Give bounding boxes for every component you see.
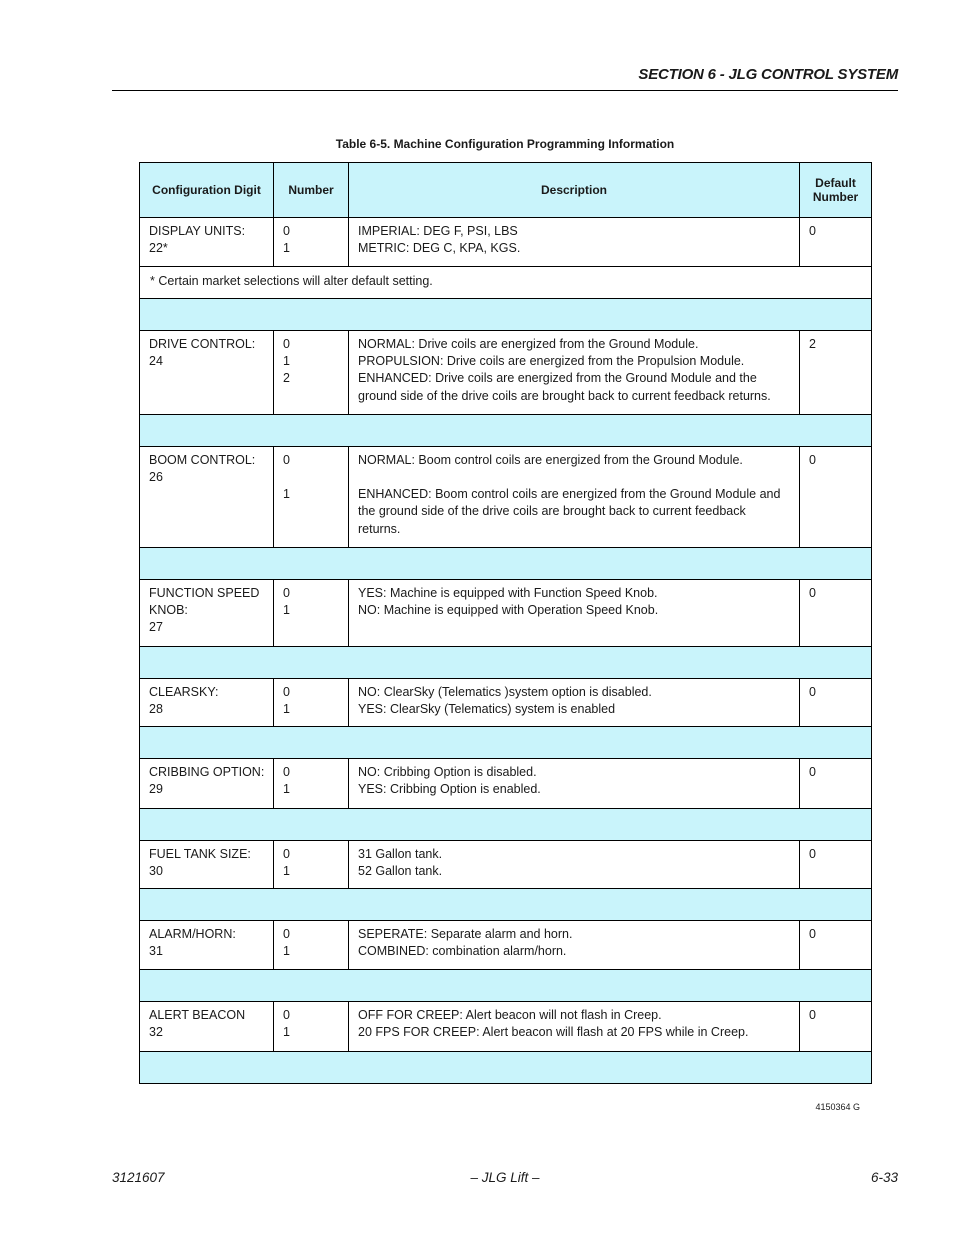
config-table [139, 162, 872, 1084]
table-row [140, 1002, 872, 1052]
default-number-cell [800, 580, 872, 647]
col-header-number: Number [274, 163, 349, 218]
col-header-default-line: Number [812, 190, 859, 204]
description-line: IMPERIAL: DEG F, PSI, LBS [358, 224, 518, 238]
spacer-cell [140, 548, 872, 580]
spacer-cell [140, 299, 872, 331]
config-digit-cell [140, 447, 274, 548]
col-header-description: Description [349, 163, 800, 218]
default-number-value: 0 [809, 847, 816, 861]
number-line: 1 [283, 354, 290, 369]
config-digit-cell [140, 841, 274, 889]
description-cell [349, 921, 800, 970]
config-digit-line: CLEARSKY: [149, 685, 219, 699]
number-line [283, 469, 340, 486]
col-header-digit: Configuration Digit [140, 163, 274, 218]
config-digit-cell [140, 1002, 274, 1052]
spacer-cell [140, 809, 872, 841]
table-row [140, 759, 872, 809]
description-line: NORMAL: Boom control coils are energized from the Ground Module. [358, 453, 743, 467]
description-line: COMBINED: combination alarm/horn. [358, 944, 567, 959]
default-number-value: 2 [809, 337, 816, 351]
config-digit-line: 26 [149, 470, 163, 485]
description-cell [349, 218, 800, 267]
default-number-value: 0 [809, 685, 816, 699]
number-line: 0 [283, 337, 290, 351]
number-line: 1 [283, 782, 290, 797]
col-header-default [800, 163, 872, 218]
config-digit-line: 32 [149, 1025, 163, 1040]
description-line: 20 FPS FOR CREEP: Alert beacon will flash at 20 FPS while in Creep. [358, 1025, 749, 1040]
description-line: NORMAL: Drive coils are energized from the Ground Module. [358, 337, 699, 351]
table-row [140, 679, 872, 727]
description-line: NO: Cribbing Option is disabled. [358, 765, 537, 779]
figure-reference: 4150364 G [815, 1102, 860, 1112]
number-line: 1 [283, 944, 290, 959]
config-digit-line: 31 [149, 944, 163, 959]
table-spacer-row [140, 548, 872, 580]
description-line: OFF FOR CREEP: Alert beacon will not flash in Creep. [358, 1008, 662, 1022]
description-line: ENHANCED: Drive coils are energized from the Ground Module and the ground side of the drive coils are brought back to current feedback returns. [358, 371, 771, 403]
description-line: ENHANCED: Boom control coils are energized from the Ground Module and the ground side of the drive coils are brought back to current feedback returns. [358, 487, 781, 536]
number-line: 1 [283, 603, 290, 618]
default-number-cell [800, 679, 872, 727]
number-line: 0 [283, 1008, 290, 1022]
number-cell [274, 447, 349, 548]
default-number-cell [800, 447, 872, 548]
config-digit-line: 27 [149, 620, 163, 635]
table-row [140, 331, 872, 415]
table-row [140, 218, 872, 267]
config-digit-line: 24 [149, 354, 163, 369]
config-digit-line: 28 [149, 702, 163, 717]
description-line [358, 469, 791, 486]
config-digit-line: DRIVE CONTROL: [149, 337, 256, 351]
number-line: 0 [283, 685, 290, 699]
description-line: YES: Machine is equipped with Function Speed Knob. [358, 586, 658, 600]
description-cell [349, 447, 800, 548]
table-row [140, 580, 872, 647]
number-line: 1 [283, 864, 290, 879]
spacer-cell [140, 1052, 872, 1084]
table-spacer-row [140, 1052, 872, 1084]
spacer-cell [140, 727, 872, 759]
table-spacer-row [140, 727, 872, 759]
number-line: 2 [283, 371, 290, 386]
description-line: NO: ClearSky (Telematics )system option is disabled. [358, 685, 652, 699]
description-cell [349, 759, 800, 809]
description-cell [349, 841, 800, 889]
default-number-cell [800, 331, 872, 415]
default-number-cell [800, 921, 872, 970]
number-cell [274, 580, 349, 647]
description-line: PROPULSION: Drive coils are energized from the Propulsion Module. [358, 354, 745, 369]
number-line: 0 [283, 765, 290, 779]
default-number-value: 0 [809, 765, 816, 779]
table-spacer-row [140, 970, 872, 1002]
footer-doc-number: 3121607 [112, 1170, 165, 1185]
config-digit-cell [140, 679, 274, 727]
spacer-cell [140, 970, 872, 1002]
spacer-cell [140, 647, 872, 679]
config-digit-line: FUEL TANK SIZE: [149, 847, 251, 861]
table-row [140, 921, 872, 970]
table-row [140, 447, 872, 548]
col-header-default-line: Default [815, 176, 856, 190]
description-line: YES: Cribbing Option is enabled. [358, 782, 541, 797]
table-note: * Certain market selections will alter default setting. [150, 274, 433, 288]
number-cell [274, 679, 349, 727]
config-digit-line: ALERT BEACON [149, 1008, 246, 1022]
config-digit-cell [140, 218, 274, 267]
description-line: 52 Gallon tank. [358, 864, 443, 879]
config-digit-line: FUNCTION SPEED [149, 586, 260, 600]
number-line: 0 [283, 586, 290, 600]
config-digit-line: DISPLAY UNITS: [149, 224, 246, 238]
config-digit-line: KNOB: [149, 603, 188, 618]
number-cell [274, 921, 349, 970]
table-spacer-row [140, 299, 872, 331]
description-line: METRIC: DEG C, KPA, KGS. [358, 241, 521, 256]
config-digit-line: 30 [149, 864, 163, 879]
default-number-cell [800, 1002, 872, 1052]
number-line: 0 [283, 453, 290, 467]
description-cell [349, 679, 800, 727]
table-spacer-row [140, 889, 872, 921]
footer-center: – JLG Lift – [470, 1170, 540, 1185]
config-digit-cell [140, 580, 274, 647]
default-number-value: 0 [809, 453, 816, 467]
number-cell [274, 759, 349, 809]
table-spacer-row [140, 647, 872, 679]
table-row [140, 841, 872, 889]
number-line: 0 [283, 224, 290, 238]
number-line: 0 [283, 847, 290, 861]
spacer-cell [140, 415, 872, 447]
default-number-value: 0 [809, 1008, 816, 1022]
section-title: SECTION 6 - JLG CONTROL SYSTEM [638, 66, 898, 83]
page-header [112, 64, 898, 91]
table-note-row [140, 267, 872, 299]
description-cell [349, 331, 800, 415]
number-cell [274, 331, 349, 415]
config-digit-cell [140, 331, 274, 415]
table-spacer-row [140, 415, 872, 447]
default-number-cell [800, 841, 872, 889]
table-header-row [140, 163, 872, 218]
default-number-value: 0 [809, 586, 816, 600]
footer-page-number: 6-33 [870, 1170, 898, 1185]
description-line: 31 Gallon tank. [358, 847, 443, 861]
description-line: SEPERATE: Separate alarm and horn. [358, 927, 573, 941]
number-line: 1 [283, 702, 290, 717]
number-line: 1 [283, 487, 290, 502]
table-spacer-row [140, 809, 872, 841]
config-digit-cell [140, 759, 274, 809]
number-line: 0 [283, 927, 290, 941]
table-body [140, 218, 872, 1084]
config-digit-line: 29 [149, 782, 163, 797]
description-line: YES: ClearSky (Telematics) system is enabled [358, 702, 616, 717]
default-number-cell [800, 218, 872, 267]
config-digit-line: 22* [149, 241, 168, 256]
number-cell [274, 841, 349, 889]
default-number-cell [800, 759, 872, 809]
description-cell [349, 1002, 800, 1052]
number-line: 1 [283, 241, 290, 256]
config-digit-line: ALARM/HORN: [149, 927, 236, 941]
number-line: 1 [283, 1025, 290, 1040]
number-cell [274, 218, 349, 267]
default-number-value: 0 [809, 224, 816, 238]
description-line: NO: Machine is equipped with Operation Speed Knob. [358, 603, 659, 618]
spacer-cell [140, 889, 872, 921]
config-digit-line: BOOM CONTROL: [149, 453, 256, 467]
description-cell [349, 580, 800, 647]
table-caption: Table 6-5. Machine Configuration Programming Information [335, 137, 675, 151]
config-digit-line: CRIBBING OPTION: [149, 765, 265, 779]
config-digit-cell [140, 921, 274, 970]
number-cell [274, 1002, 349, 1052]
default-number-value: 0 [809, 927, 816, 941]
